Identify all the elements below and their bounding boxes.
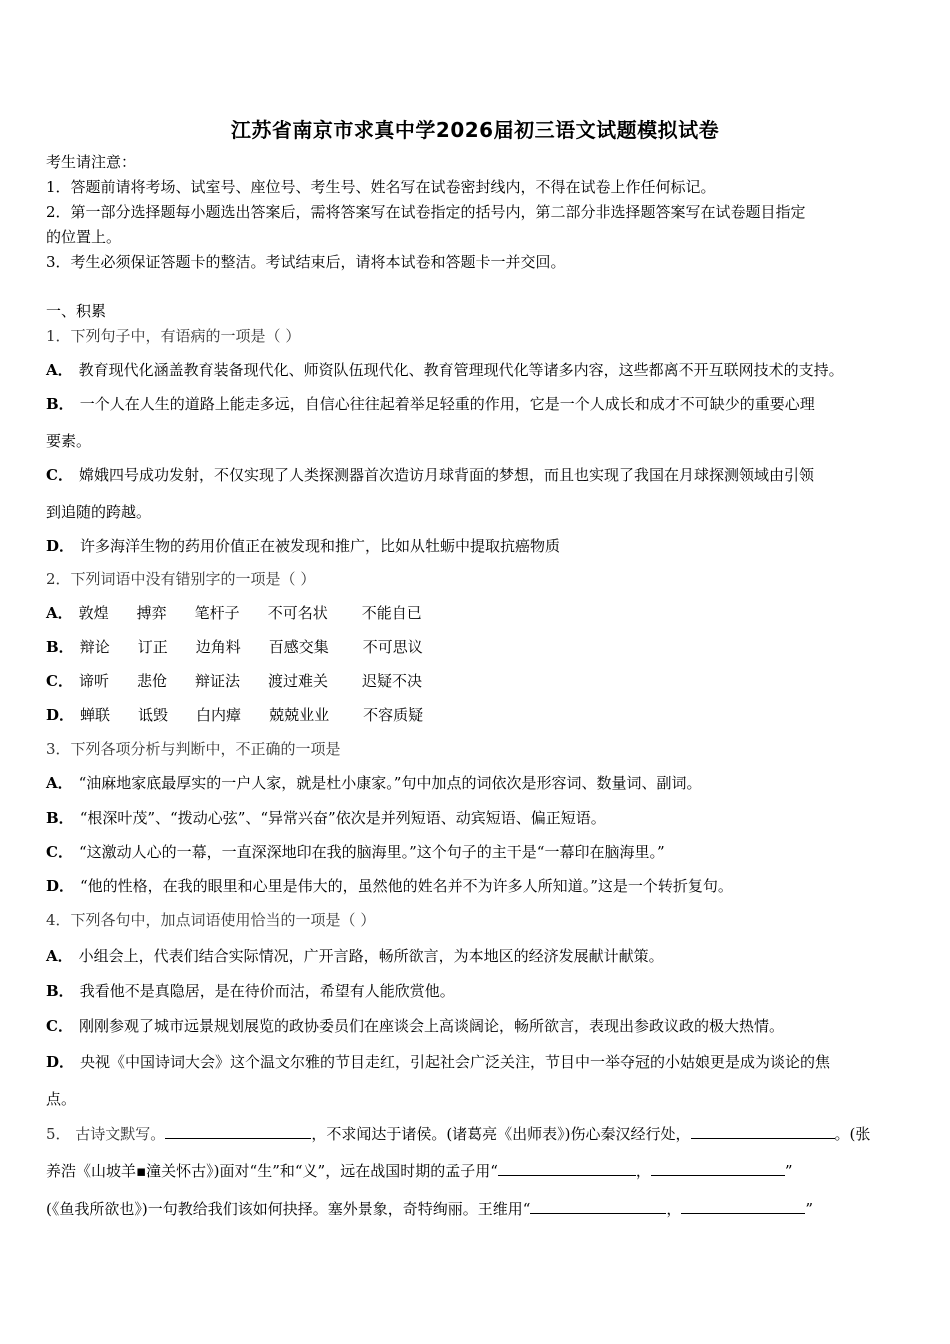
option-text: 央视《中国诗词大会》这个温文尔雅的节目走红，引起社会广泛关注，节目中一举夺冠的小姑娘更是成为谈论的焦 <box>80 1053 831 1071</box>
option-label: B． <box>46 638 74 656</box>
q5-text: ” <box>784 1162 793 1180</box>
notice-item: 1．答题前请将考场、试室号、座位号、考生号、姓名写在试卷密封线内，不得在试卷上作任何标记。 <box>46 178 716 196</box>
q2-option-a <box>46 602 450 624</box>
word: 边角料 <box>195 638 241 656</box>
question-3-stem: 3．下列各项分析与判断中，不正确的一项是 <box>46 740 341 758</box>
q2-option-d <box>46 704 451 726</box>
word: 悲伧 <box>136 672 167 690</box>
option-label: A． <box>46 604 73 622</box>
q2-option-b <box>46 636 451 658</box>
word: 谛听 <box>78 672 109 690</box>
word: 敦煌 <box>78 604 109 622</box>
option-text: “他的性格，在我的眼里和心里是伟大的，虽然他的姓名并不为许多人所知道。”这是一个转折复句。 <box>80 877 733 895</box>
option-text: 我看他不是真隐居，是在待价而沽，希望有人能欣赏他。 <box>79 982 455 1000</box>
q1-option-b <box>46 393 815 415</box>
q4-option-a <box>46 945 664 967</box>
q5-text: ， <box>666 1200 682 1218</box>
answer-blank[interactable] <box>530 1197 666 1214</box>
question-1-stem: 1．下列句子中，有语病的一项是（ ） <box>46 327 301 345</box>
word: 不可名状 <box>267 604 328 622</box>
option-text: 刚刚参观了城市远景规划展览的政协委员们在座谈会上高谈阔论，畅所欲言，表现出参政议政的极大热情。 <box>78 1017 784 1035</box>
q5-text: ， <box>635 1162 651 1180</box>
word: 辩论 <box>79 638 110 656</box>
word: 蝉联 <box>80 706 111 724</box>
answer-blank[interactable] <box>498 1159 636 1176</box>
q1-option-c-cont: 到追随的跨越。 <box>46 503 152 521</box>
word: 百感交集 <box>268 638 329 656</box>
q5-text: 。(张 <box>834 1125 871 1143</box>
q5-text: ，不求闻达于诸侯。(诸葛亮《出师表》)伤心秦汉经行处， <box>311 1125 691 1143</box>
word: 兢兢业业 <box>269 706 330 724</box>
option-text: “这激动人心的一幕，一直深深地印在我的脑海里。”这个句子的主干是“一幕印在脑海里。” <box>78 843 665 861</box>
word: 笔杆子 <box>194 604 240 622</box>
word: 迟疑不决 <box>362 672 423 690</box>
answer-blank[interactable] <box>681 1197 805 1214</box>
q3-option-d <box>46 875 733 897</box>
answer-blank[interactable] <box>691 1122 835 1139</box>
question-2-stem: 2．下列词语中没有错别字的一项是（ ） <box>46 570 316 588</box>
q1-option-d <box>46 535 560 557</box>
q5-text: 养浩《山坡羊▪潼关怀古》)面对“生”和“义”，远在战国时期的孟子用“ <box>46 1162 498 1180</box>
option-text: 小组会上，代表们结合实际情况，广开言路，畅所欲言，为本地区的经济发展献计献策。 <box>78 947 664 965</box>
answer-blank[interactable] <box>165 1122 311 1139</box>
option-label: B． <box>46 395 74 413</box>
word: 搏弈 <box>136 604 167 622</box>
q3-option-a <box>46 772 701 794</box>
option-label: D． <box>46 537 75 555</box>
q5-text: (《鱼我所欲也》)一句教给我们该如何抉择。塞外景象，奇特绚丽。王维用“ <box>46 1200 531 1218</box>
word: 渡过难关 <box>268 672 329 690</box>
word: 不能自已 <box>361 604 422 622</box>
option-label: A． <box>46 947 73 965</box>
question-5-line-2 <box>46 1159 793 1182</box>
option-label: C． <box>46 672 73 690</box>
q1-option-c <box>46 464 814 486</box>
option-label: D． <box>46 1053 75 1071</box>
notice-item: 3．考生必须保证答题卡的整洁。考试结束后，请将本试卷和答题卡一并交回。 <box>46 253 566 271</box>
q4-option-d <box>46 1051 830 1073</box>
q4-option-d-cont: 点。 <box>46 1090 77 1108</box>
option-label: C． <box>46 843 73 861</box>
word: 不可思议 <box>362 638 423 656</box>
q5-text: 5． 古诗文默写。 <box>46 1125 166 1143</box>
word: 白内瘴 <box>196 706 242 724</box>
question-5-line-3 <box>46 1197 813 1220</box>
option-text: 教育现代化涵盖教育装备现代化、师资队伍现代化、教育管理现代化等诸多内容，这些都离不开互联网技术的支持。 <box>78 361 844 379</box>
option-label: C． <box>46 466 73 484</box>
word: 诋毁 <box>138 706 169 724</box>
option-text: “根深叶茂”、“拨动心弦”、“异常兴奋”依次是并列短语、动宾短语、偏正短语。 <box>79 809 606 827</box>
q3-option-c <box>46 841 665 863</box>
answer-blank[interactable] <box>651 1159 785 1176</box>
question-4-stem: 4．下列各句中，加点词语使用恰当的一项是（ ） <box>46 911 376 929</box>
q3-option-b <box>46 807 606 829</box>
notice-item: 的位置上。 <box>46 228 122 246</box>
section-heading: 一、积累 <box>46 302 107 320</box>
q1-option-b-cont: 要素。 <box>46 432 92 450</box>
option-label: D． <box>46 877 75 895</box>
option-label: A． <box>46 774 73 792</box>
q1-option-a <box>46 359 844 381</box>
option-text: 许多海洋生物的药用价值正在被发现和推广，比如从牡蛎中提取抗癌物质 <box>80 537 561 555</box>
word: 不容质疑 <box>363 706 424 724</box>
option-label: B． <box>46 982 74 1000</box>
q2-option-c <box>46 670 450 692</box>
option-text: “油麻地家底最厚实的一户人家，就是杜小康家。”句中加点的词依次是形容词、数量词、副词。 <box>78 774 702 792</box>
question-5-line-1 <box>46 1122 870 1145</box>
notice-heading: 考生请注意： <box>46 153 137 171</box>
word: 辩证法 <box>194 672 240 690</box>
q5-text: ” <box>805 1200 814 1218</box>
page-title: 江苏省南京市求真中学2026届初三语文试题模拟试卷 <box>230 118 720 142</box>
word: 订正 <box>137 638 168 656</box>
option-label: B． <box>46 809 74 827</box>
option-label: A． <box>46 361 73 379</box>
option-text: 嫦娥四号成功发射，不仅实现了人类探测器首次造访月球背面的梦想，而且也实现了我国在月球探测领域由引领 <box>78 466 814 484</box>
q4-option-c <box>46 1015 784 1037</box>
option-text: 一个人在人生的道路上能走多远，自信心往往起着举足轻重的作用，它是一个人成长和成才不可缺少的重要心理 <box>79 395 815 413</box>
option-label: C． <box>46 1017 73 1035</box>
option-label: D． <box>46 706 75 724</box>
q4-option-b <box>46 980 455 1002</box>
notice-item: 2．第一部分选择题每小题选出答案后，需将答案写在试卷指定的括号内，第二部分非选择题答案写在试卷题目指定 <box>46 203 806 221</box>
